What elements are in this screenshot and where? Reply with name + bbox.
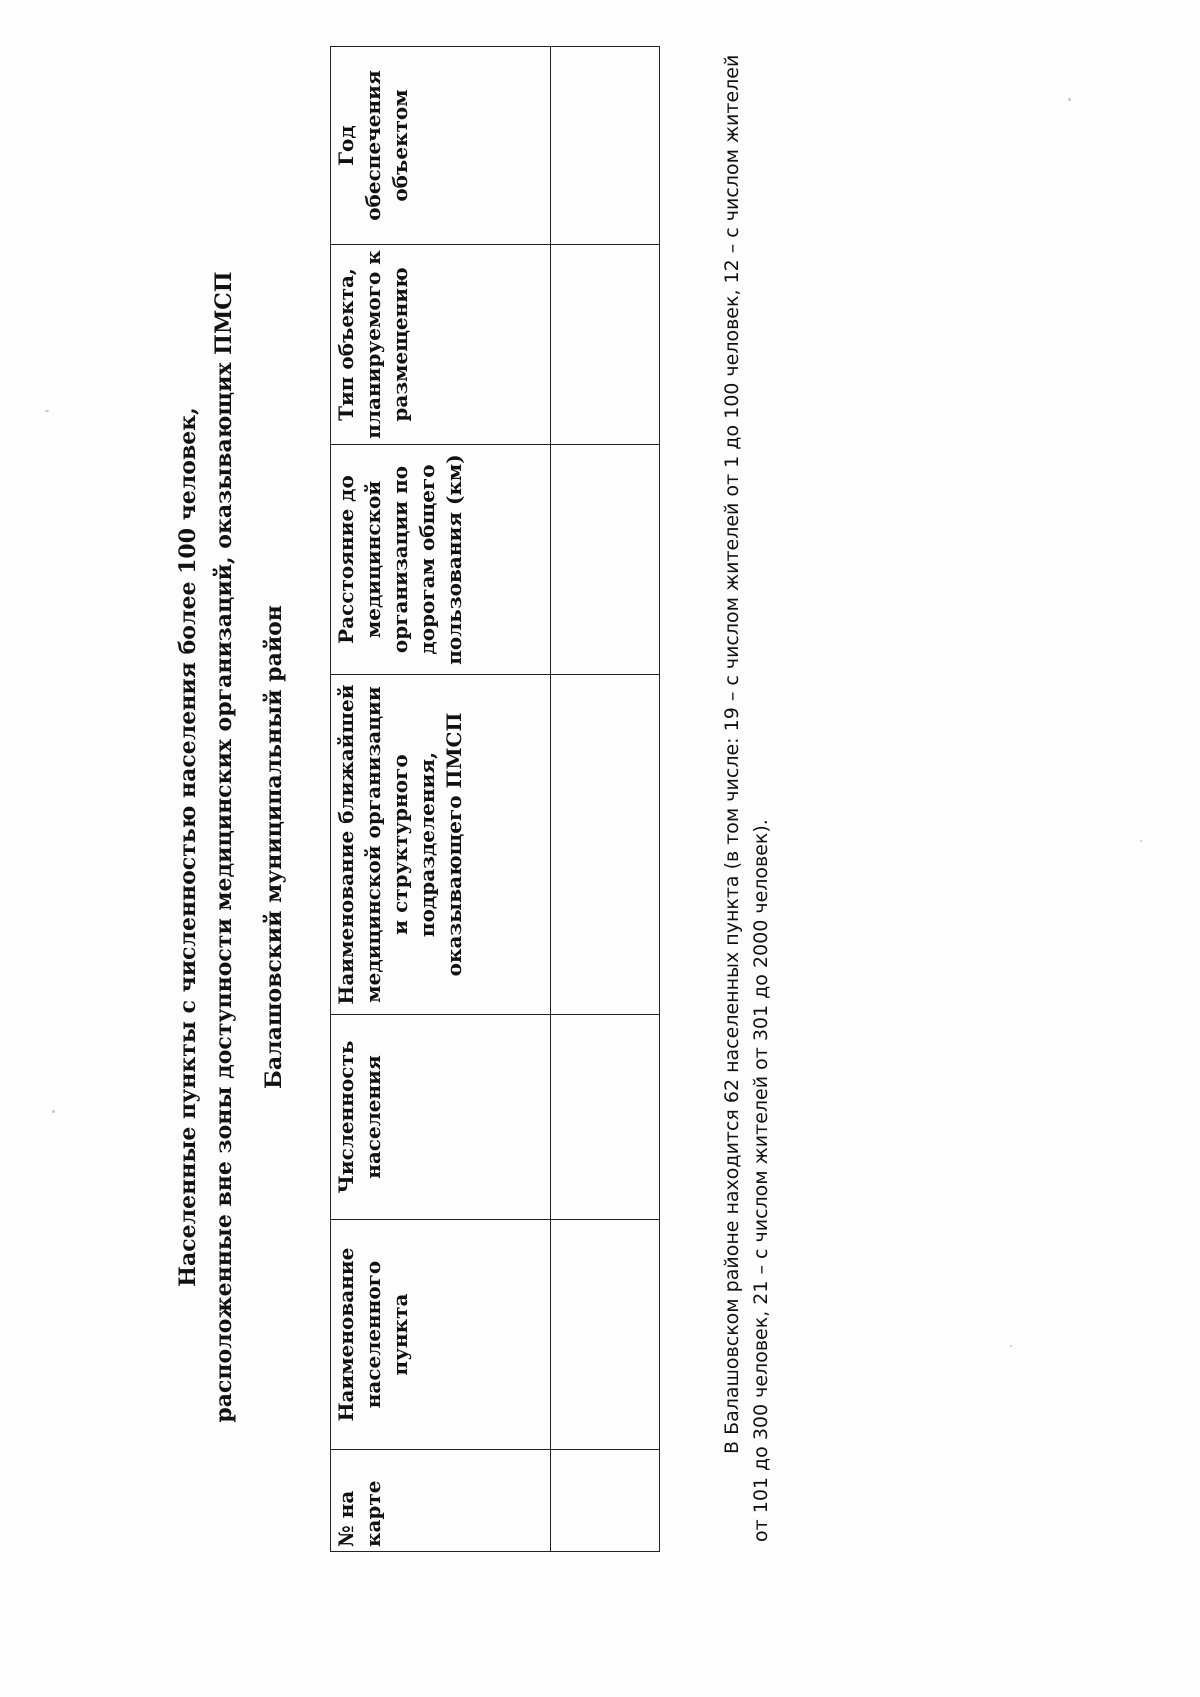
table-row <box>551 47 660 1552</box>
table-cell <box>551 675 660 1015</box>
district-subtitle: Балашовский муниципальный район <box>261 605 287 1089</box>
header-object-type: Тип объекта, планируемого к размещению <box>331 245 551 445</box>
settlements-note-text: В Балашовском районе находится 62 населенных пункта (в том числе: 19 – с числом жителей от 1 до 100 человек, 12 – с числом жителей от 101 до 300 человек, 21 – с числом жителей от 301 до 2000 человек). <box>721 54 773 1542</box>
document-title-line-1: Населенные пункты с численностью населения более 100 человек, <box>175 407 201 1287</box>
settlements-table <box>330 46 660 1552</box>
scan-speck <box>52 1110 55 1113</box>
scan-speck <box>1068 98 1071 101</box>
table-cell <box>551 445 660 675</box>
table-cell <box>551 47 660 245</box>
header-year: Год обеспечения объектом <box>331 47 551 245</box>
document-title-line-2: расположенные вне зоны доступности медицинских организаций, оказывающих ПМСП <box>211 271 237 1423</box>
table-header-row <box>331 47 551 1552</box>
header-nearest-medical-organization: Наименование ближайшей медицинской организации и структурного подразделения, оказывающего ПМСП <box>331 675 551 1015</box>
table-cell <box>551 1015 660 1220</box>
header-distance-km: Расстояние до медицинской организации по дорогам общего пользования (км) <box>331 445 551 675</box>
table-cell <box>551 245 660 445</box>
header-population: Численность населения <box>331 1015 551 1220</box>
settlements-note <box>718 42 777 1542</box>
table-cell <box>551 1450 660 1552</box>
scan-speck <box>45 410 49 412</box>
header-settlement-name: Наименование населенного пункта <box>331 1220 551 1450</box>
table-cell <box>551 1220 660 1450</box>
scan-speck <box>1140 840 1142 842</box>
header-map-number: № на карте <box>331 1450 551 1552</box>
scan-speck <box>1010 1345 1012 1347</box>
